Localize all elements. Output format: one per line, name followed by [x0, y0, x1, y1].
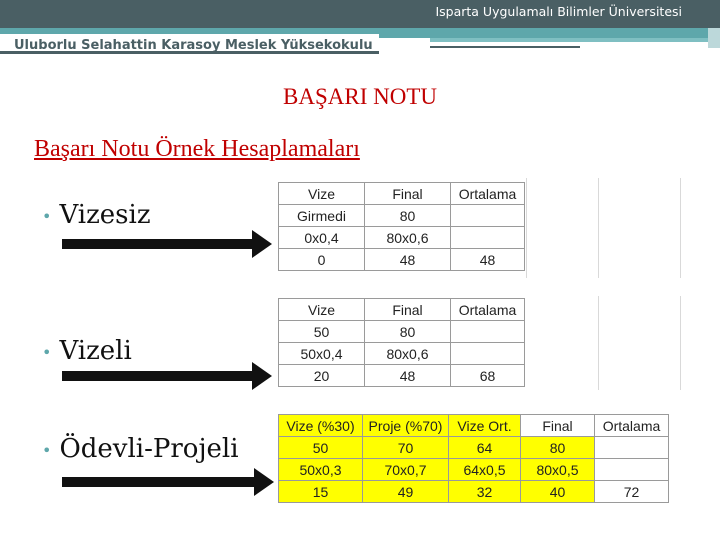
header-cell: Vize Ort. — [449, 415, 521, 437]
bullet-odevli-projeli — [42, 434, 239, 464]
table-row — [279, 249, 525, 271]
table-cell: 80x0,6 — [365, 227, 451, 249]
table-row — [279, 343, 525, 365]
table-row — [279, 205, 525, 227]
school-label-box — [0, 34, 379, 54]
header-cell: Vize (%30) — [279, 415, 363, 437]
table-cell: Girmedi — [279, 205, 365, 227]
bullet-dot-icon: • — [42, 342, 52, 362]
grid-line — [598, 296, 599, 390]
table-cell: 48 — [365, 365, 451, 387]
table-cell: 48 — [365, 249, 451, 271]
table-cell: 50x0,3 — [279, 459, 363, 481]
grid-line — [526, 178, 527, 278]
table-row — [279, 459, 669, 481]
table-cell: 50 — [279, 321, 365, 343]
table-cell: 48 — [451, 249, 525, 271]
slide-title: BAŞARI NOTU — [283, 84, 437, 109]
table-cell: 80 — [521, 437, 595, 459]
table-cell: 0x0,4 — [279, 227, 365, 249]
bullet-dot-icon: • — [42, 440, 52, 460]
table-cell — [595, 459, 669, 481]
header-side-accent — [708, 28, 720, 48]
table-row — [279, 227, 525, 249]
bullet-label: Vizeli — [59, 336, 132, 366]
bullet-label: Vizesiz — [59, 200, 151, 230]
table-cell — [451, 227, 525, 249]
table-cell: 64 — [449, 437, 521, 459]
table-cell: 0 — [279, 249, 365, 271]
header-cell: Ortalama — [451, 183, 525, 205]
header-cell: Proje (%70) — [363, 415, 449, 437]
header-underline — [430, 46, 580, 48]
table-cell: 80x0,5 — [521, 459, 595, 481]
bullet-dot-icon: • — [42, 206, 52, 226]
table-cell: 68 — [451, 365, 525, 387]
table-cell — [451, 343, 525, 365]
university-title: Isparta Uygulamalı Bilimler Üniversitesi — [435, 4, 682, 19]
table-cell: 80 — [365, 321, 451, 343]
table-cell: 64x0,5 — [449, 459, 521, 481]
bullet-label: Ödevli-Projeli — [59, 434, 239, 464]
table-cell: 15 — [279, 481, 363, 503]
table-cell: 80x0,6 — [365, 343, 451, 365]
grid-line — [680, 178, 681, 278]
school-name: Uluborlu Selahattin Karasoy Meslek Yüksekokulu — [14, 38, 373, 53]
header-cell: Vize — [279, 299, 365, 321]
table-cell: 72 — [595, 481, 669, 503]
header-cell: Final — [365, 299, 451, 321]
table-vizesiz — [278, 182, 525, 271]
table-row — [279, 321, 525, 343]
bullet-vizesiz — [42, 200, 151, 230]
header-cell: Final — [521, 415, 595, 437]
table-vizeli — [278, 298, 525, 387]
table-header-row — [279, 299, 525, 321]
table-cell — [595, 437, 669, 459]
grid-line — [680, 296, 681, 390]
header-cell: Ortalama — [595, 415, 669, 437]
arrow-right-icon — [62, 468, 274, 496]
table-cell — [451, 205, 525, 227]
table-cell: 50 — [279, 437, 363, 459]
table-cell: 70x0,7 — [363, 459, 449, 481]
header-cell: Ortalama — [451, 299, 525, 321]
grid-line — [598, 178, 599, 278]
table-cell: 70 — [363, 437, 449, 459]
table-cell: 20 — [279, 365, 365, 387]
slide-subtitle: Başarı Notu Örnek Hesaplamaları — [34, 136, 360, 162]
table-cell — [451, 321, 525, 343]
table-row — [279, 481, 669, 503]
table-header-row — [279, 183, 525, 205]
table-row — [279, 437, 669, 459]
table-cell: 49 — [363, 481, 449, 503]
arrow-right-icon — [62, 362, 272, 390]
table-cell: 32 — [449, 481, 521, 503]
table-row — [279, 365, 525, 387]
header-bar — [0, 0, 720, 28]
header-accent-band-secondary — [430, 38, 720, 42]
table-odevli-projeli — [278, 414, 669, 503]
header-cell: Final — [365, 183, 451, 205]
table-cell: 80 — [365, 205, 451, 227]
table-cell: 50x0,4 — [279, 343, 365, 365]
table-cell: 40 — [521, 481, 595, 503]
arrow-right-icon — [62, 230, 272, 258]
header-cell: Vize — [279, 183, 365, 205]
table-header-row — [279, 415, 669, 437]
